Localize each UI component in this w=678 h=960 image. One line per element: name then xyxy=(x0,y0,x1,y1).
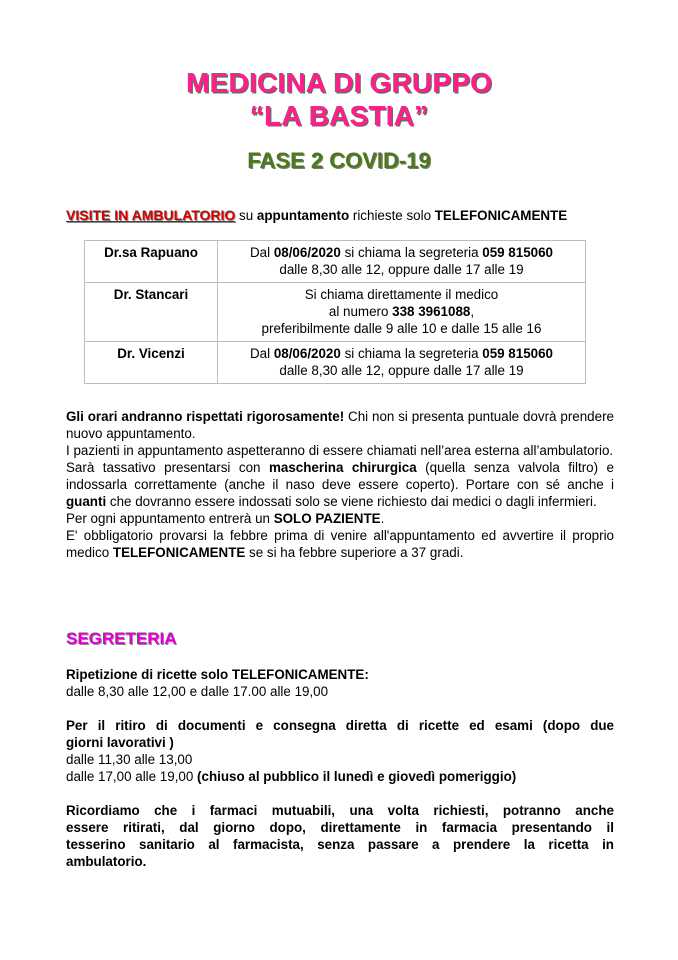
rule-text: Sarà tassativo presentarsi con xyxy=(66,460,269,475)
info-text: Dal xyxy=(249,245,274,260)
rule-text: che dovranno essere indossati solo se viene richiesto dai medici o dagli infermieri. xyxy=(106,494,597,509)
info-date: 08/06/2020 xyxy=(273,245,341,260)
visite-bold2: TELEFONICAMENTE xyxy=(434,208,568,223)
ricette-hours: dalle 8,30 alle 12,00 e dalle 17.00 alle 19,00 xyxy=(66,684,329,699)
visite-text2: richieste solo xyxy=(349,208,435,223)
farmaci-block xyxy=(66,802,614,870)
visite-label: VISITE IN AMBULATORIO xyxy=(66,207,236,223)
rule-text: (quella senza valvola filtro) e indossarla correttamente (anche il naso deve essere coperto). Portare con sé anche i xyxy=(66,460,615,492)
doctor-info-line xyxy=(222,345,581,362)
farmaci-line: Ricordiamo che i farmaci mutuabili, una volta richiesti, potranno anche xyxy=(66,803,614,818)
doctor-info-line: Si chiama direttamente il medico xyxy=(304,287,499,302)
doctor-info xyxy=(218,283,586,342)
segreteria-heading: SEGRETERIA xyxy=(66,629,177,648)
visite-text1: su xyxy=(235,208,257,223)
rule-paragraph xyxy=(66,510,614,527)
rule-paragraph xyxy=(66,527,614,561)
farmaci-line: tesserino sanitario al farmacista, senza passare a prendere la ricetta in xyxy=(66,837,614,852)
info-text: Dal xyxy=(249,346,274,361)
doctors-table xyxy=(84,240,586,384)
doctor-info xyxy=(218,342,586,384)
info-phone: 338 3961088 xyxy=(392,304,471,319)
rule-bold: guanti xyxy=(66,494,107,509)
ritiro-closed-note: (chiuso al pubblico il lunedì e giovedì pomeriggio) xyxy=(193,769,517,784)
ritiro-block xyxy=(66,717,614,785)
ritiro-hours: dalle 11,30 alle 13,00 xyxy=(66,752,193,767)
info-phone: 059 815060 xyxy=(482,245,553,260)
rule-paragraph xyxy=(66,459,614,510)
table-row xyxy=(85,342,586,384)
info-phone: 059 815060 xyxy=(482,346,553,361)
page-subtitle: FASE 2 COVID-19 xyxy=(247,148,431,173)
doctor-info-hours: preferibilmente dalle 9 alle 10 e dalle 15 alle 16 xyxy=(261,321,542,336)
page-title-line2: “LA BASTIA” xyxy=(249,100,429,131)
visite-bold1: appuntamento xyxy=(256,208,350,223)
ricette-title: Ripetizione di ricette solo TELEFONICAMENTE: xyxy=(66,667,369,682)
ritiro-title: Per il ritiro di documenti e consegna diretta di ricette ed esami (dopo due xyxy=(66,718,614,733)
info-text: al numero xyxy=(328,304,393,319)
info-text: , xyxy=(470,304,475,319)
ricette-block xyxy=(66,666,614,700)
doctor-info xyxy=(218,241,586,283)
doctor-info-phone-line xyxy=(222,303,581,320)
rule-paragraph: I pazienti in appuntamento aspetteranno di essere chiamati nell’area esterna all’ambulatorio. xyxy=(66,443,614,458)
doctor-name: Dr. Vicenzi xyxy=(85,342,218,384)
doctor-name: Dr. Stancari xyxy=(85,283,218,342)
rule-text: E' obbligatorio provarsi la febbre prima di venire all'appuntamento ed avvertire il proprio medico xyxy=(66,528,614,560)
table-row xyxy=(85,283,586,342)
rule-text: . xyxy=(380,511,385,526)
info-text: si chiama la segreteria xyxy=(340,245,483,260)
doctor-info-hours: dalle 8,30 alle 12, oppure dalle 17 alle 19 xyxy=(279,363,524,378)
ritiro-hours-text: dalle 17,00 alle 19,00 xyxy=(66,769,194,784)
ritiro-hours xyxy=(66,768,614,785)
farmaci-line: essere ritirati, dal giorno dopo, direttamente in farmacia presentando il xyxy=(66,820,614,835)
rule-bold: SOLO PAZIENTE xyxy=(273,511,381,526)
farmaci-line: ambulatorio. xyxy=(66,854,147,869)
doctor-info-line xyxy=(222,244,581,261)
rule-text: se si ha febbre superiore a 37 gradi. xyxy=(245,545,464,560)
rule-bold: mascherina chirurgica xyxy=(268,460,417,475)
rule-text: Chi non si presenta puntuale dovrà prendere nuovo appuntamento. xyxy=(66,409,614,441)
info-text: si chiama la segreteria xyxy=(340,346,483,361)
ritiro-title: giorni lavorativi ) xyxy=(66,735,174,750)
table-row xyxy=(85,241,586,283)
visite-heading xyxy=(66,207,567,223)
info-date: 08/06/2020 xyxy=(273,346,341,361)
doctor-info-hours: dalle 8,30 alle 12, oppure dalle 17 alle 19 xyxy=(279,262,524,277)
rule-text: Per ogni appuntamento entrerà un xyxy=(66,511,274,526)
doctor-name: Dr.sa Rapuano xyxy=(85,241,218,283)
rule-bold: TELEFONICAMENTE xyxy=(112,545,246,560)
rules-section xyxy=(66,408,614,561)
page-title-line1: MEDICINA DI GRUPPO xyxy=(186,67,492,98)
rule-paragraph xyxy=(66,408,614,442)
rule-bold: Gli orari andranno rispettati rigorosamente! xyxy=(66,409,345,424)
